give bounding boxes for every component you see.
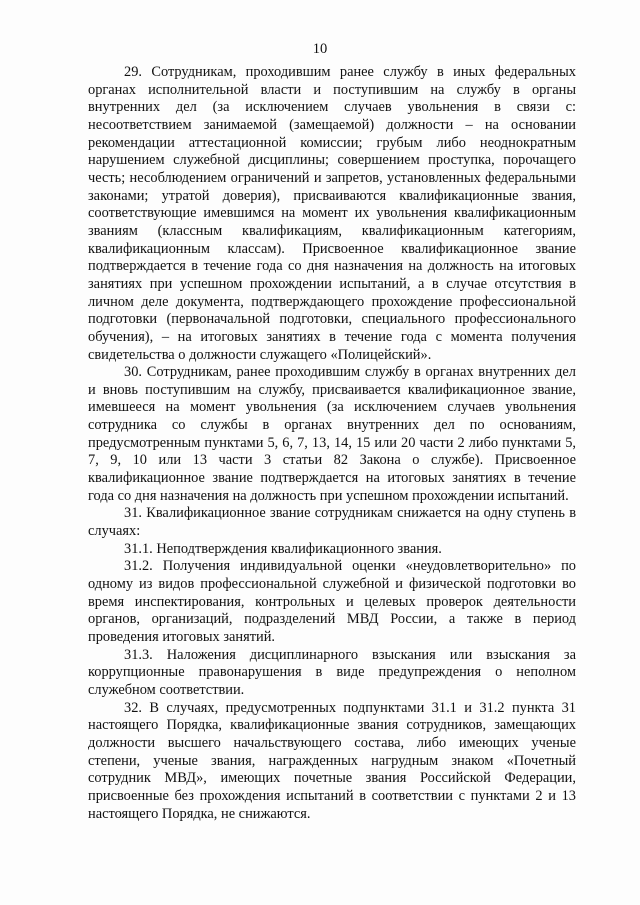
paragraph-31-1: 31.1. Неподтверждения квалификационного звания.: [124, 540, 442, 557]
paragraph-31-3: 31.3. Наложения дисциплинарного взыскания или взыскания за коррупционные правонарушения в виде предупреждения о неполном служебном соответствии.: [88, 646, 576, 698]
page-number: 10: [312, 41, 328, 57]
paragraph-31: 31. Квалификационное звание сотрудникам снижается на одну ступень в случаях:: [88, 505, 576, 540]
paragraph-29: 29. Сотрудникам, проходившим ранее службу в иных федеральных органах исполнительной власти и поступившим на службу в органы внутренних дел (за исключением случаев увольнения в связи с: несоответствием занимаемой (замещаемой) должности – на основании рекомендации аттестационной комиссии; грубым либо неоднократным нарушением служебной дисциплины; совершением проступка, порочащего честь; несоблюдением ограничений и запретов, установленных федеральными законами; утратой доверия), присваиваются квалификационные звания, соответствующие имевшимся на момент их увольнения квалификационным званиям (классным квалификациям, квалификационным категориям, квалификационным классам). Присвоенное квалификационное звание подтверждается в течение года со дня назначения на должность на итоговых занятиях при успешном прохождении испытаний, а в случае отсутствия в личном деле документа, подтверждающего прохождение профессиональной подготовки (первоначальной подготовки, специального профессионального обучения), – на итоговых занятиях в течение года с момента получения свидетельства о должности служащего «Полицейский».: [88, 64, 576, 363]
paragraph-32: 32. В случаях, предусмотренных подпунктами 31.1 и 31.2 пункта 31 настоящего Порядка, квалификационные звания сотрудников, замещающих должности высшего начальствующего состава, либо имеющих ученые степени, ученые звания, награжденных нагрудным знаком «Почетный сотрудник МВД», имеющих почетные звания Российской Федерации, присвоенные без прохождения испытаний в соответствии с пунктами 2 и 13 настоящего Порядка, не снижаются.: [88, 699, 576, 822]
paragraph-31-2: 31.2. Получения индивидуальной оценки «неудовлетворительно» по одному из видов профессиональной служебной и физической подготовки во время инспектирования, контрольных и целевых проверок деятельности органов, организаций, подразделений МВД России, а также в период проведения итоговых занятий.: [88, 558, 576, 645]
paragraph-30: 30. Сотрудникам, ранее проходившим службу в органах внутренних дел и вновь поступившим на службу, присваивается квалификационное звание, имевшееся на момент увольнения (за исключением случаев увольнения сотрудника со службы в органах внутренних дел по основаниям, предусмотренным пунктами 5, 6, 7, 13, 14, 15 или 20 части 2 либо пунктами 5, 7, 9, 10 или 13 части 3 статьи 82 Закона о службе). Присвоенное квалификационное звание подтверждается на итоговых занятиях в течение года со дня назначения на должность при успешном прохождении испытаний.: [88, 364, 576, 504]
document-body: [88, 64, 576, 823]
